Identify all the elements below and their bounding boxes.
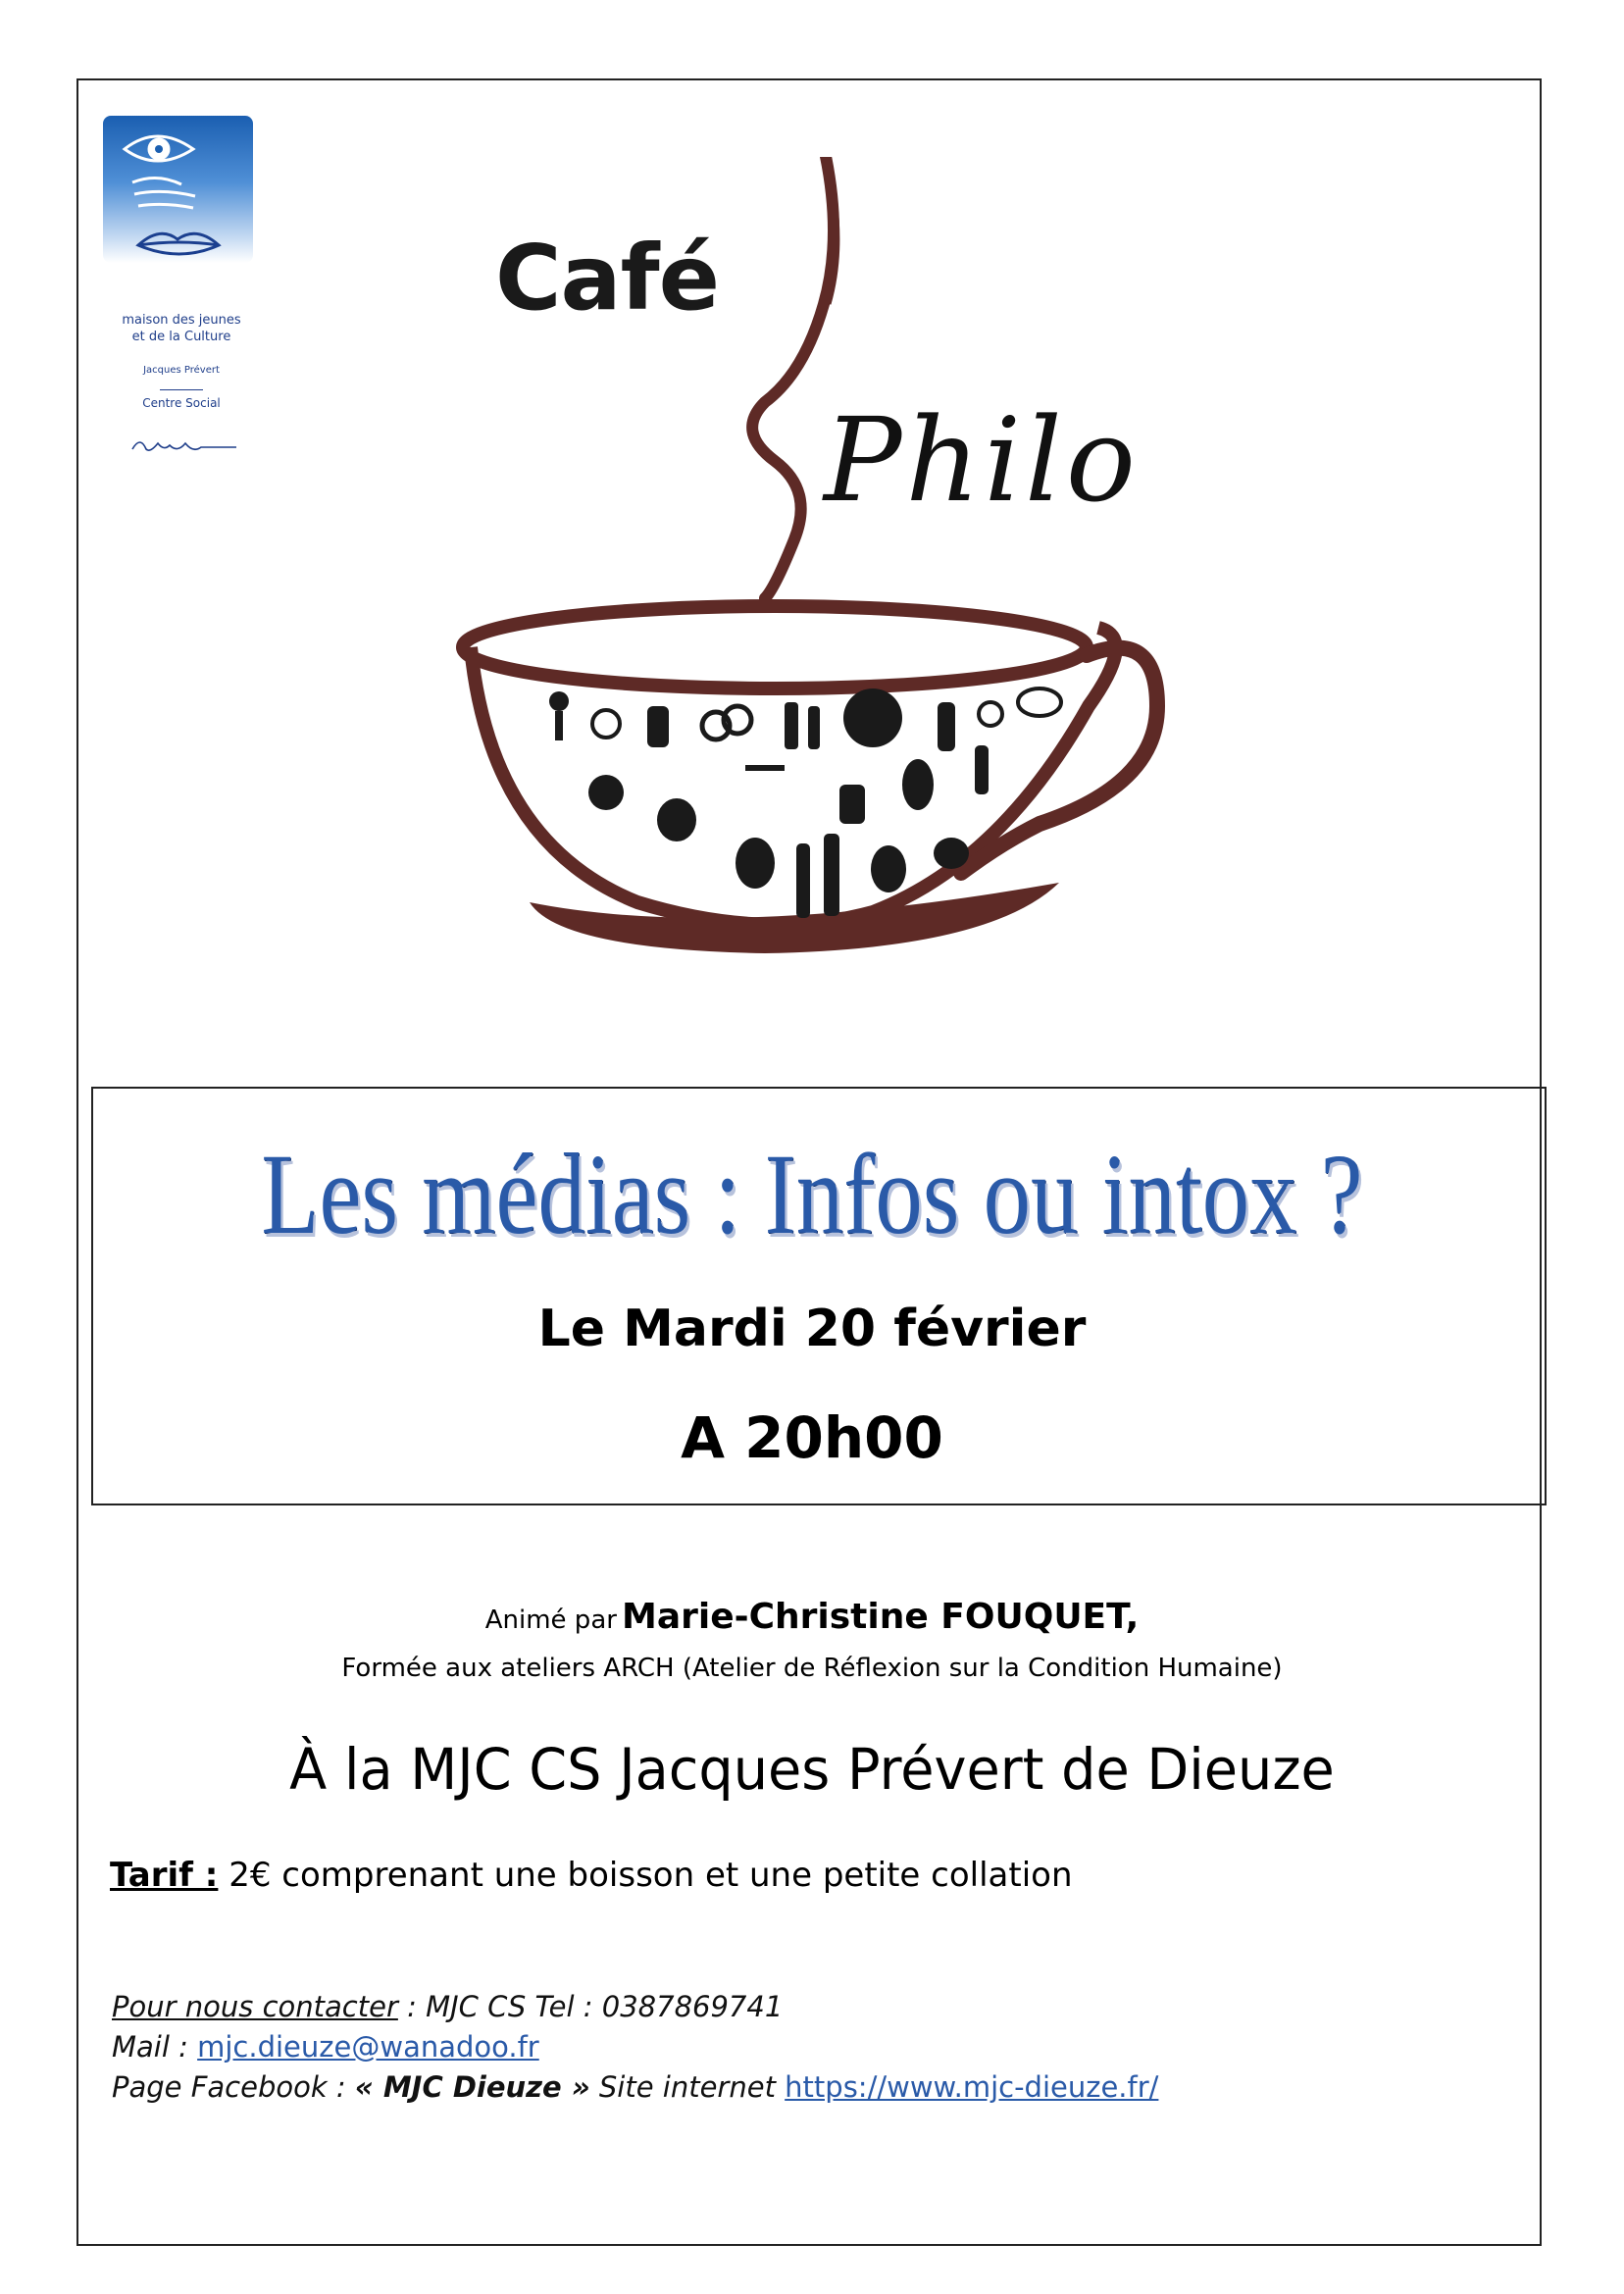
logo-name — [103, 312, 260, 345]
event-title: Les médias : Infos ou intox ? — [261, 1130, 1363, 1258]
site-label: Site internet — [598, 2070, 776, 2104]
contact-phone: : MJC CS Tel : 0387869741 — [407, 1990, 784, 2023]
contact-label: Pour nous contacter — [112, 1990, 398, 2023]
tarif-text: 2€ comprenant une boisson et une petite collation — [228, 1856, 1073, 1895]
host-training: Formée aux ateliers ARCH (Atelier de Réflexion sur la Condition Humaine) — [341, 1654, 1283, 1683]
cafe-word: Café — [495, 226, 720, 331]
event-date: Le Mardi 20 février — [537, 1300, 1087, 1358]
host-name: Marie-Christine FOUQUET, — [622, 1597, 1140, 1637]
host-line — [0, 1597, 1624, 1637]
signature-icon — [130, 432, 238, 459]
host-prefix: Animé par — [484, 1606, 617, 1635]
logo-centre-social: Centre Social — [142, 396, 221, 410]
contact-web-line — [112, 2067, 1158, 2108]
lips-icon — [138, 233, 219, 254]
logo-emblem — [103, 116, 253, 263]
contact-phone-line — [112, 1987, 1158, 2027]
contact-block — [112, 1987, 1158, 2108]
people-symbols-icon — [549, 688, 1061, 918]
mail-label: Mail : — [112, 2030, 188, 2064]
mjc-logo — [103, 116, 260, 469]
site-link[interactable]: https://www.mjc-dieuze.fr/ — [785, 2070, 1159, 2104]
tarif-label: Tarif : — [110, 1856, 219, 1895]
mail-link[interactable]: mjc.dieuze@wanadoo.fr — [197, 2030, 539, 2064]
event-time: A 20h00 — [681, 1404, 943, 1471]
eye-icon — [125, 136, 193, 161]
venue: À la MJC CS Jacques Prévert de Dieuze — [289, 1736, 1335, 1803]
logo-divider — [160, 389, 203, 390]
tarif-line — [110, 1856, 1073, 1895]
contact-mail-line — [112, 2027, 1158, 2067]
philo-word: Philo — [824, 392, 1140, 528]
facebook-label: Page Facebook : — [112, 2070, 346, 2104]
logo-name-line1: maison des jeunes — [122, 313, 241, 328]
logo-subtitle: Jacques Prévert — [143, 365, 220, 376]
hand-icon — [132, 178, 195, 208]
facebook-name: « MJC Dieuze » — [354, 2070, 590, 2104]
steam-swirl-icon — [752, 157, 837, 598]
logo-name-line2: et de la Culture — [131, 330, 231, 344]
